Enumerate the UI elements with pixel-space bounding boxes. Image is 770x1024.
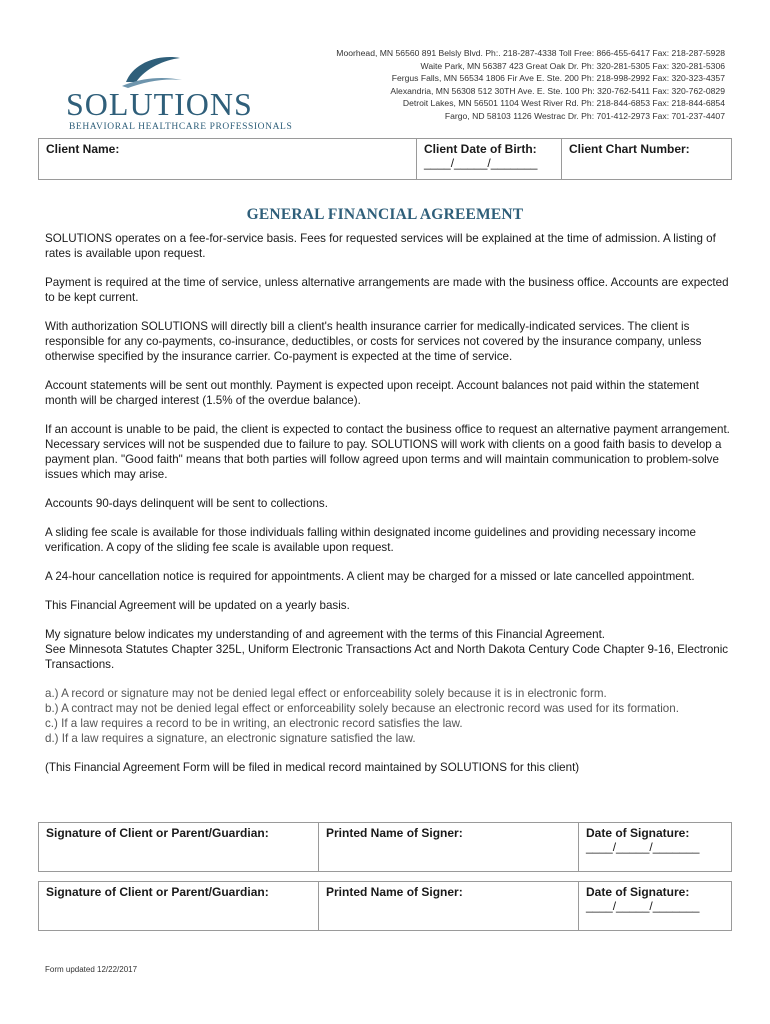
signature-date-label: Date of Signature: (586, 885, 690, 899)
signature-table-1 (38, 822, 732, 872)
printed-name-field[interactable] (319, 882, 579, 931)
client-signature-field[interactable] (39, 823, 319, 872)
statute-reference: See Minnesota Statutes Chapter 325L, Uniform Electronic Transactions Act and North Dakota Century Code Chapter 9-16, Electronic Transactions. (45, 643, 729, 671)
logo-tagline: BEHAVIORAL HEALTHCARE PROFESSIONALS (69, 122, 293, 132)
agreement-paragraph: SOLUTIONS operates on a fee-for-service basis. Fees for requested services will be explained at the time of admission. A listing of rates is available upon request. (45, 232, 716, 260)
address-line: Waite Park, MN 56387 423 Great Oak Dr. Ph: 320-281-5305 Fax: 320-281-5306 (420, 60, 725, 71)
agreement-paragraph: This Financial Agreement will be updated on a yearly basis. (45, 599, 350, 612)
client-signature-field[interactable] (39, 882, 319, 931)
agreement-paragraph: If an account is unable to be paid, the client is expected to contact the business office to request an alternative payment arrangement. Necessary services will not be suspended due to failure to pay. SOLUTIONS will work with clients on a good faith basis to develop a payment plan. "Good faith" means that both parties will follow agreed upon terms and will maintain communication to problem-solve issues which may arise. (45, 423, 730, 481)
form-updated-note: Form updated 12/22/2017 (45, 965, 138, 974)
legal-point: d.) If a law requires a signature, an electronic signature satisfied the law. (45, 732, 416, 745)
address-line: Alexandria, MN 56308 512 30TH Ave. E. Ste. 100 Ph: 320-762-5411 Fax: 320-762-0829 (390, 85, 725, 96)
client-name-field[interactable] (39, 139, 417, 180)
signature-date-label: Date of Signature: (586, 826, 690, 840)
agreement-paragraph: A 24-hour cancellation notice is required for appointments. A client may be charged for a missed or late cancelled appointment. (45, 570, 695, 583)
client-chart-field[interactable] (562, 139, 732, 180)
filing-note: (This Financial Agreement Form will be filed in medical record maintained by SOLUTIONS for this client) (45, 761, 580, 774)
client-dob-label: Client Date of Birth: (424, 142, 537, 156)
client-dob-field[interactable] (417, 139, 562, 180)
legal-points-list (45, 686, 730, 746)
printed-name-label: Printed Name of Signer: (326, 885, 463, 899)
address-line: Fargo, ND 58103 1126 Westrac Dr. Ph: 701-412-2973 Fax: 701-237-4407 (444, 110, 725, 121)
signature-label: Signature of Client or Parent/Guardian: (46, 826, 269, 840)
legal-point: c.) If a law requires a record to be in writing, an electronic record satisfies the law. (45, 717, 463, 730)
signature-date-blank: ____/_____/_______ (586, 840, 700, 854)
client-info-table (38, 138, 732, 180)
printed-name-field[interactable] (319, 823, 579, 872)
logo-swoosh-icon (120, 52, 184, 88)
signature-date-blank: ____/_____/_______ (586, 899, 700, 913)
signature-label: Signature of Client or Parent/Guardian: (46, 885, 269, 899)
client-name-label: Client Name: (46, 142, 120, 156)
office-addresses (336, 47, 725, 123)
logo-wordmark: SOLUTIONS (66, 86, 253, 122)
signature-statement (45, 627, 730, 672)
agreement-paragraph: Payment is required at the time of service, unless alternative arrangements are made with the business office. Accounts are expected to be kept current. (45, 276, 729, 304)
signature-table-2 (38, 881, 732, 931)
agreement-paragraph: Account statements will be sent out monthly. Payment is expected upon receipt. Account balances not paid within the statement month will be charged interest (1.5% of the overdue balance). (45, 379, 699, 407)
address-line: Detroit Lakes, MN 56501 1104 West River Rd. Ph: 218-844-6853 Fax: 218-844-6854 (402, 98, 725, 109)
signature-date-field[interactable] (579, 823, 732, 872)
agreement-paragraph: Accounts 90-days delinquent will be sent to collections. (45, 497, 328, 510)
agreement-body (45, 231, 730, 789)
client-dob-blank: ____/_____/_______ (424, 156, 538, 170)
signature-statement-line: My signature below indicates my understanding of and agreement with the terms of this Financial Agreement. (45, 628, 606, 641)
address-line: Moorhead, MN 56560 891 Belsly Blvd. Ph:. 218-287-4338 Toll Free: 866-455-6417 Fax: 218-287-5928 (336, 48, 725, 58)
legal-point: a.) A record or signature may not be denied legal effect or enforceability solely because it is in electronic form. (45, 687, 607, 700)
address-line: Fergus Falls, MN 56534 1806 Fir Ave E. Ste. 200 Ph: 218-998-2992 Fax: 320-323-4357 (391, 73, 725, 84)
legal-point: b.) A contract may not be denied legal effect or enforceability solely because an electronic record was used for its formation. (45, 702, 679, 715)
document-title: GENERAL FINANCIAL AGREEMENT (246, 206, 524, 223)
printed-name-label: Printed Name of Signer: (326, 826, 463, 840)
company-logo (66, 52, 293, 136)
agreement-paragraph: A sliding fee scale is available for those individuals falling within designated income guidelines and providing necessary income verification. A copy of the sliding fee scale is available upon request. (45, 526, 696, 554)
client-chart-label: Client Chart Number: (569, 142, 690, 156)
signature-date-field[interactable] (579, 882, 732, 931)
agreement-paragraph: With authorization SOLUTIONS will directly bill a client's health insurance carrier for medically-indicated services. The client is responsible for any co-payments, co-insurance, deductibles, or costs for services not covered by the insurance company, unless otherwise specified by the insurance carrier. Co-payment is expected at the time of service. (45, 320, 702, 363)
